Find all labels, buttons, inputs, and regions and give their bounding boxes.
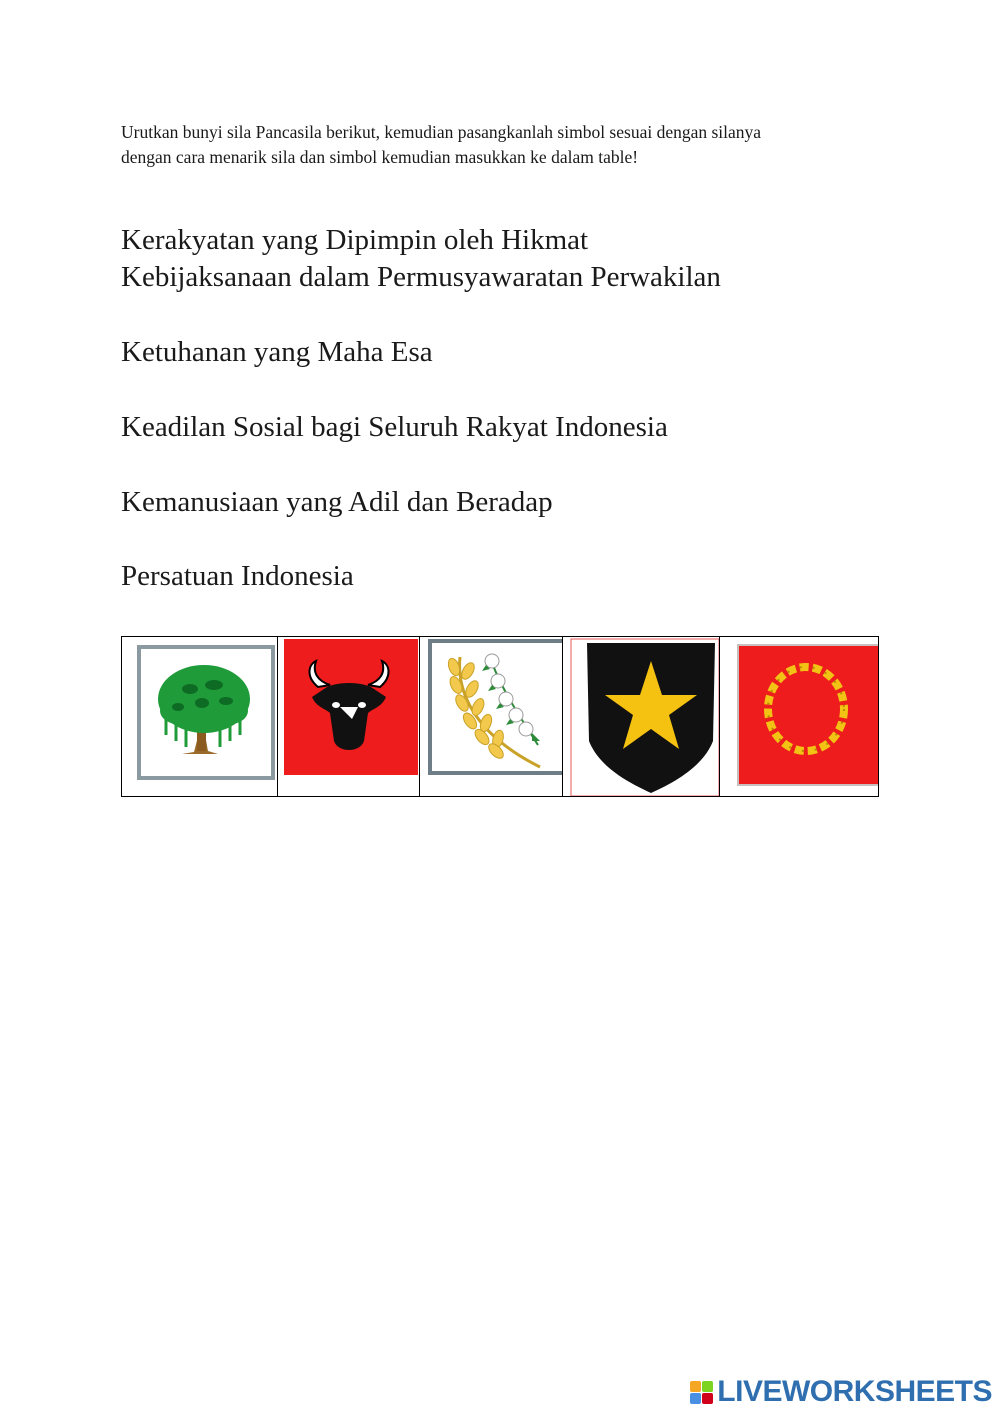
instruction-line-2: dengan cara menarik sila dan simbol kemudian masukkan ke dalam table!: [121, 147, 639, 167]
sila-text: Persatuan Indonesia: [121, 560, 354, 592]
sila-item-ketuhanan[interactable]: [121, 334, 881, 371]
sila-text: Keadilan Sosial bagi Seluruh Rakyat Indonesia: [121, 411, 668, 443]
symbol-cell-star[interactable]: [563, 637, 720, 797]
symbol-cell-bull[interactable]: [278, 637, 420, 797]
sila-text: Kemanusiaan yang Adil dan Beradap: [121, 486, 553, 518]
symbol-cell-chain[interactable]: [720, 637, 879, 797]
sila-item-kemanusiaan[interactable]: [121, 484, 881, 521]
sila-item-persatuan[interactable]: [121, 558, 881, 595]
star-shield-icon: [563, 637, 720, 796]
sila-text-line-2: Kebijaksanaan dalam Permusyawaratan Perwakilan: [121, 261, 721, 293]
banyan-tree-icon: [122, 637, 278, 796]
symbol-row: [122, 637, 879, 797]
sila-item-keadilan[interactable]: [121, 409, 881, 446]
instruction-line-1: Urutkan bunyi sila Pancasila berikut, kemudian pasangkanlah simbol sesuai dengan silanya: [121, 122, 762, 142]
liveworksheets-logo-icon: [690, 1381, 713, 1404]
symbol-table: [121, 636, 879, 797]
rice-cotton-icon: [420, 637, 563, 796]
symbol-cell-tree[interactable]: [122, 637, 278, 797]
brand-name: LIVEWORKSHEETS: [717, 1375, 992, 1408]
sila-text: Ketuhanan yang Maha Esa: [121, 336, 433, 368]
sila-text-line-1: Kerakyatan yang Dipimpin oleh Hikmat: [121, 224, 589, 256]
chain-icon: [720, 637, 879, 796]
symbol-cell-rice-cotton[interactable]: [420, 637, 563, 797]
sila-item-kerakyatan[interactable]: [121, 222, 881, 296]
bull-head-icon: [278, 637, 420, 796]
liveworksheets-logo[interactable]: [690, 1374, 992, 1410]
instruction-text: [121, 120, 881, 170]
